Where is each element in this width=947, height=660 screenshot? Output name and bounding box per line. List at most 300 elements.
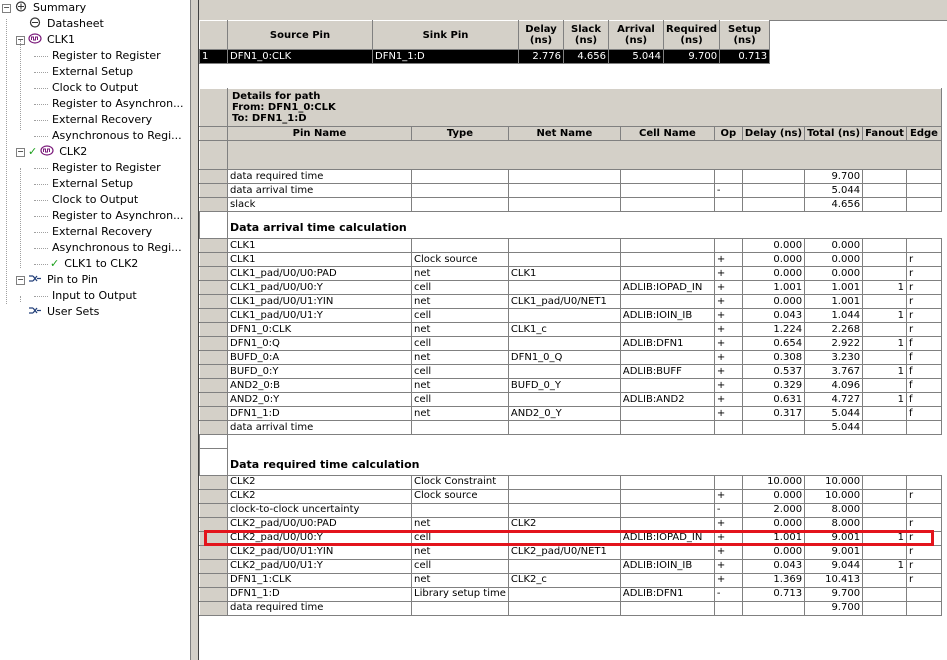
table-cell bbox=[508, 337, 620, 351]
column-header[interactable]: Op bbox=[714, 127, 742, 141]
table-cell: net bbox=[412, 295, 509, 309]
table-cell: f bbox=[906, 337, 941, 351]
collapse-toggle-icon[interactable]: − bbox=[17, 35, 24, 44]
table-cell: net bbox=[412, 379, 509, 393]
tree-connector bbox=[34, 136, 48, 137]
table-cell: + bbox=[714, 309, 742, 323]
table-cell: cell bbox=[412, 281, 509, 295]
table-cell: + bbox=[714, 351, 742, 365]
tree-item-label: External Recovery bbox=[52, 113, 153, 126]
row-number bbox=[200, 475, 228, 489]
table-cell: CLK1 bbox=[228, 253, 412, 267]
table-cell: ADLIB:BUFF bbox=[620, 365, 714, 379]
tree-item[interactable] bbox=[50, 208, 186, 224]
table-cell bbox=[863, 253, 907, 267]
table-row[interactable] bbox=[200, 531, 942, 545]
table-cell: 9.700 bbox=[805, 587, 863, 601]
table-row[interactable] bbox=[200, 253, 942, 267]
tree-item[interactable] bbox=[50, 192, 140, 208]
report-toolbar bbox=[199, 0, 947, 21]
column-header[interactable]: Source Pin bbox=[228, 21, 373, 50]
table-cell: r bbox=[906, 531, 941, 545]
check-icon: ✓ bbox=[50, 257, 60, 270]
row-number bbox=[200, 239, 228, 253]
column-header[interactable]: Pin Name bbox=[228, 127, 412, 141]
table-row[interactable] bbox=[200, 379, 942, 393]
section-title: Data arrival time calculation bbox=[228, 212, 942, 239]
column-header[interactable]: Required (ns) bbox=[664, 21, 720, 50]
column-header[interactable]: Total (ns) bbox=[805, 127, 863, 141]
table-cell: 1 bbox=[863, 531, 907, 545]
table-row[interactable] bbox=[200, 503, 942, 517]
table-row[interactable] bbox=[200, 421, 942, 435]
table-row[interactable] bbox=[200, 295, 942, 309]
table-cell bbox=[620, 407, 714, 421]
table-cell: DFN1_1:D bbox=[228, 587, 412, 601]
tree-item-label: Register to Asynchron... bbox=[52, 97, 184, 110]
table-cell bbox=[620, 184, 714, 198]
tree-item[interactable] bbox=[28, 304, 101, 320]
table-cell: CLK1_pad/U0/U1:YIN bbox=[228, 295, 412, 309]
row-number bbox=[200, 449, 228, 476]
table-cell: 2.922 bbox=[805, 337, 863, 351]
tree-connector bbox=[20, 40, 21, 130]
table-cell: 1.044 bbox=[805, 309, 863, 323]
collapse-toggle-icon[interactable]: − bbox=[3, 3, 10, 12]
table-cell: 9.001 bbox=[805, 531, 863, 545]
table-cell bbox=[742, 170, 804, 184]
table-cell bbox=[508, 559, 620, 573]
table-cell: cell bbox=[412, 559, 509, 573]
table-cell bbox=[508, 239, 620, 253]
tree-item-label: Asynchronous to Regi... bbox=[52, 241, 182, 254]
table-cell: net bbox=[412, 517, 509, 531]
tree-item[interactable] bbox=[28, 144, 89, 160]
table-row[interactable] bbox=[200, 587, 942, 601]
tree-item[interactable] bbox=[28, 16, 106, 32]
table-cell: f bbox=[906, 379, 941, 393]
table-cell: clock-to-clock uncertainty bbox=[228, 503, 412, 517]
section-title: Data required time calculation bbox=[228, 449, 942, 476]
table-cell: 9.001 bbox=[805, 545, 863, 559]
column-header[interactable] bbox=[200, 21, 228, 50]
tree-item[interactable] bbox=[28, 272, 100, 288]
table-cell: AND2_0_Y bbox=[508, 407, 620, 421]
row-number bbox=[200, 489, 228, 503]
section-row bbox=[200, 212, 942, 239]
table-cell bbox=[508, 421, 620, 435]
table-cell: 0.000 bbox=[805, 253, 863, 267]
column-header[interactable]: Arrival (ns) bbox=[609, 21, 664, 50]
table-cell bbox=[508, 253, 620, 267]
table-cell: + bbox=[714, 573, 742, 587]
row-number bbox=[200, 351, 228, 365]
table-cell: 1 bbox=[863, 337, 907, 351]
table-cell bbox=[620, 323, 714, 337]
tree-item[interactable] bbox=[50, 96, 186, 112]
table-row[interactable] bbox=[200, 267, 942, 281]
table-cell: 8.000 bbox=[805, 503, 863, 517]
table-cell bbox=[863, 517, 907, 531]
table-cell: 9.044 bbox=[805, 559, 863, 573]
table-cell bbox=[508, 281, 620, 295]
table-cell bbox=[863, 489, 907, 503]
tree-item-label: External Setup bbox=[52, 65, 134, 78]
row-number bbox=[200, 253, 228, 267]
timing-tree bbox=[0, 0, 190, 660]
tree-connector bbox=[34, 120, 48, 121]
tree-item[interactable] bbox=[14, 0, 88, 16]
table-cell bbox=[714, 601, 742, 615]
table-cell bbox=[863, 475, 907, 489]
table-row[interactable] bbox=[200, 337, 942, 351]
table-cell: AND2_0:Y bbox=[228, 393, 412, 407]
table-cell: 0.308 bbox=[742, 351, 804, 365]
tree-item-label: Register to Register bbox=[52, 49, 161, 62]
table-cell bbox=[863, 295, 907, 309]
row-number bbox=[200, 295, 228, 309]
tree-item[interactable] bbox=[28, 32, 77, 48]
table-cell: 0.000 bbox=[742, 295, 804, 309]
table-cell: CLK2 bbox=[228, 475, 412, 489]
table-cell: + bbox=[714, 407, 742, 421]
row-number bbox=[200, 393, 228, 407]
table-cell: 2.268 bbox=[805, 323, 863, 337]
path-details-table bbox=[199, 88, 942, 616]
table-cell: CLK2_pad/U0/U1:YIN bbox=[228, 545, 412, 559]
table-cell bbox=[714, 198, 742, 212]
table-row[interactable] bbox=[200, 489, 942, 503]
table-cell bbox=[412, 184, 509, 198]
row-number bbox=[200, 184, 228, 198]
table-cell bbox=[863, 351, 907, 365]
table-cell: 1 bbox=[863, 365, 907, 379]
tree-item-label: External Recovery bbox=[52, 225, 153, 238]
row-number bbox=[200, 503, 228, 517]
table-cell: r bbox=[906, 323, 941, 337]
tree-item[interactable] bbox=[50, 112, 154, 128]
table-cell bbox=[508, 489, 620, 503]
table-cell: 1.001 bbox=[742, 281, 804, 295]
row-number bbox=[200, 379, 228, 393]
table-cell bbox=[620, 253, 714, 267]
column-header[interactable]: Type bbox=[412, 127, 509, 141]
table-row[interactable] bbox=[200, 393, 942, 407]
table-cell: cell bbox=[412, 309, 509, 323]
table-cell: r bbox=[906, 573, 941, 587]
row-number bbox=[200, 309, 228, 323]
table-row[interactable] bbox=[200, 184, 942, 198]
row-number bbox=[200, 601, 228, 615]
table-cell: CLK1 bbox=[508, 267, 620, 281]
table-cell bbox=[620, 379, 714, 393]
table-cell bbox=[620, 475, 714, 489]
table-row[interactable] bbox=[200, 309, 942, 323]
spacer-row bbox=[200, 435, 942, 449]
table-cell: 4.656 bbox=[805, 198, 863, 212]
table-cell bbox=[620, 198, 714, 212]
table-cell: r bbox=[906, 309, 941, 323]
column-header[interactable]: Edge bbox=[906, 127, 941, 141]
row-number bbox=[200, 545, 228, 559]
table-cell bbox=[412, 198, 509, 212]
table-cell: 9.700 bbox=[805, 601, 863, 615]
table-cell bbox=[508, 198, 620, 212]
pin-icon bbox=[28, 273, 42, 284]
table-cell bbox=[508, 184, 620, 198]
table-cell bbox=[412, 503, 509, 517]
table-row[interactable] bbox=[200, 475, 942, 489]
table-cell: 0.537 bbox=[742, 365, 804, 379]
tree-item-label: Clock to Output bbox=[52, 193, 139, 206]
table-cell: 0.317 bbox=[742, 407, 804, 421]
table-cell: r bbox=[906, 489, 941, 503]
table-cell bbox=[508, 309, 620, 323]
table-cell bbox=[906, 239, 941, 253]
table-row[interactable] bbox=[200, 351, 942, 365]
column-header[interactable]: Setup (ns) bbox=[720, 21, 770, 50]
table-cell: DFN1_0:CLK bbox=[228, 50, 373, 64]
table-cell bbox=[714, 239, 742, 253]
table-cell: + bbox=[714, 267, 742, 281]
tree-connector bbox=[34, 104, 48, 105]
table-cell: CLK1_pad/U0/NET1 bbox=[508, 295, 620, 309]
table-cell: 1 bbox=[863, 393, 907, 407]
row-number bbox=[200, 170, 228, 184]
table-cell: cell bbox=[412, 531, 509, 545]
table-cell bbox=[906, 198, 941, 212]
tree-item-label: Pin to Pin bbox=[47, 273, 98, 286]
row-number-header bbox=[200, 127, 228, 141]
table-cell: DFN1_1:D bbox=[373, 50, 519, 64]
table-cell: 1.001 bbox=[805, 295, 863, 309]
table-cell: DFN1_0:CLK bbox=[228, 323, 412, 337]
table-cell bbox=[906, 503, 941, 517]
table-cell: 0.631 bbox=[742, 393, 804, 407]
tree-connector bbox=[34, 232, 48, 233]
tree-item[interactable] bbox=[50, 48, 163, 64]
table-cell bbox=[863, 545, 907, 559]
table-cell: data required time bbox=[228, 601, 412, 615]
tree-connector bbox=[6, 19, 7, 304]
table-cell: + bbox=[714, 559, 742, 573]
table-cell bbox=[714, 475, 742, 489]
datasheet-icon bbox=[28, 17, 42, 28]
table-cell: 0.000 bbox=[742, 489, 804, 503]
clock-icon bbox=[40, 145, 54, 156]
row-number bbox=[200, 587, 228, 601]
table-cell: + bbox=[714, 295, 742, 309]
table-cell bbox=[906, 184, 941, 198]
tree-item[interactable] bbox=[50, 224, 154, 240]
table-cell: 1.369 bbox=[742, 573, 804, 587]
table-cell bbox=[508, 475, 620, 489]
column-header[interactable]: Fanout bbox=[863, 127, 907, 141]
table-cell bbox=[508, 170, 620, 184]
column-header[interactable]: Sink Pin bbox=[373, 21, 519, 50]
table-cell bbox=[863, 323, 907, 337]
tree-connector bbox=[34, 248, 48, 249]
table-cell: + bbox=[714, 393, 742, 407]
tree-item[interactable] bbox=[50, 64, 135, 80]
table-cell: + bbox=[714, 545, 742, 559]
table-cell: 0.000 bbox=[742, 253, 804, 267]
table-row[interactable] bbox=[200, 50, 770, 64]
table-cell: - bbox=[714, 503, 742, 517]
tree-connector bbox=[34, 264, 48, 265]
details-title bbox=[228, 89, 942, 127]
tree-item[interactable] bbox=[50, 240, 184, 256]
details-title-row bbox=[200, 89, 942, 127]
table-row[interactable] bbox=[200, 573, 942, 587]
column-header[interactable]: Cell Name bbox=[620, 127, 714, 141]
table-cell: r bbox=[906, 281, 941, 295]
summary-icon bbox=[14, 1, 28, 12]
spacer-cell bbox=[228, 141, 942, 170]
table-cell bbox=[620, 517, 714, 531]
tree-connector bbox=[34, 200, 48, 201]
table-cell: CLK2 bbox=[508, 517, 620, 531]
table-cell: 0.000 bbox=[805, 239, 863, 253]
table-cell: net bbox=[412, 351, 509, 365]
table-row[interactable] bbox=[200, 239, 942, 253]
table-cell: CLK1_c bbox=[508, 323, 620, 337]
table-cell bbox=[863, 198, 907, 212]
table-cell bbox=[620, 239, 714, 253]
table-cell: 1 bbox=[863, 309, 907, 323]
tree-item[interactable] bbox=[50, 128, 184, 144]
table-cell: 10.413 bbox=[805, 573, 863, 587]
table-row[interactable] bbox=[200, 281, 942, 295]
table-cell: 3.767 bbox=[805, 365, 863, 379]
table-row[interactable] bbox=[200, 407, 942, 421]
tree-item[interactable] bbox=[50, 288, 139, 304]
table-cell: BUFD_0_Y bbox=[508, 379, 620, 393]
collapse-toggle-icon[interactable]: − bbox=[17, 147, 24, 156]
table-cell: 8.000 bbox=[805, 517, 863, 531]
table-cell bbox=[412, 421, 509, 435]
table-cell bbox=[863, 239, 907, 253]
table-cell bbox=[620, 503, 714, 517]
table-cell bbox=[620, 601, 714, 615]
table-cell bbox=[508, 601, 620, 615]
table-cell: 10.000 bbox=[742, 475, 804, 489]
table-cell: Clock source bbox=[412, 253, 509, 267]
table-cell bbox=[863, 573, 907, 587]
table-row[interactable] bbox=[200, 517, 942, 531]
table-cell: + bbox=[714, 379, 742, 393]
table-cell: ADLIB:IOPAD_IN bbox=[620, 531, 714, 545]
table-cell: 1 bbox=[863, 281, 907, 295]
table-cell: CLK2_pad/U0/U1:Y bbox=[228, 559, 412, 573]
table-cell: r bbox=[906, 545, 941, 559]
column-header[interactable]: Slack (ns) bbox=[564, 21, 609, 50]
table-cell: 4.096 bbox=[805, 379, 863, 393]
tree-item-label: CLK1 to CLK2 bbox=[64, 257, 139, 270]
path-summary-table bbox=[199, 20, 770, 64]
table-cell: r bbox=[906, 559, 941, 573]
table-cell: data arrival time bbox=[228, 421, 412, 435]
table-cell: Clock Constraint bbox=[412, 475, 509, 489]
table-cell bbox=[906, 475, 941, 489]
column-header[interactable]: Delay (ns) bbox=[519, 21, 564, 50]
table-cell bbox=[620, 351, 714, 365]
table-cell bbox=[508, 365, 620, 379]
table-row[interactable] bbox=[200, 559, 942, 573]
table-cell: 5.044 bbox=[805, 421, 863, 435]
table-cell: + bbox=[714, 281, 742, 295]
table-cell: cell bbox=[412, 365, 509, 379]
tree-item[interactable] bbox=[50, 256, 140, 272]
tree-connector bbox=[34, 72, 48, 73]
table-cell bbox=[863, 421, 907, 435]
tree-item-label: User Sets bbox=[47, 305, 100, 318]
table-cell: CLK2 bbox=[228, 489, 412, 503]
table-cell bbox=[714, 421, 742, 435]
row-number bbox=[200, 337, 228, 351]
table-cell: 10.000 bbox=[805, 475, 863, 489]
table-cell: + bbox=[714, 489, 742, 503]
column-header[interactable]: Delay (ns) bbox=[742, 127, 804, 141]
table-row[interactable] bbox=[200, 601, 942, 615]
table-cell: 9.700 bbox=[805, 170, 863, 184]
table-cell bbox=[863, 170, 907, 184]
table-row[interactable] bbox=[200, 545, 942, 559]
table-cell: CLK2_pad/U0/U0:PAD bbox=[228, 517, 412, 531]
table-cell: 2.000 bbox=[742, 503, 804, 517]
column-header[interactable]: Net Name bbox=[508, 127, 620, 141]
row-number bbox=[200, 559, 228, 573]
table-cell: 0.000 bbox=[742, 517, 804, 531]
table-cell bbox=[906, 421, 941, 435]
tree-connector bbox=[34, 88, 48, 89]
table-cell: ADLIB:IOIN_IB bbox=[620, 309, 714, 323]
row-number bbox=[200, 281, 228, 295]
table-row[interactable] bbox=[200, 170, 942, 184]
table-cell bbox=[620, 573, 714, 587]
table-cell: CLK1 bbox=[228, 239, 412, 253]
row-number bbox=[200, 573, 228, 587]
table-cell: BUFD_0:A bbox=[228, 351, 412, 365]
table-row[interactable] bbox=[200, 365, 942, 379]
tree-item[interactable] bbox=[50, 160, 163, 176]
tree-connector bbox=[34, 168, 48, 169]
tree-connector bbox=[20, 296, 21, 302]
row-number bbox=[200, 407, 228, 421]
tree-item[interactable] bbox=[50, 80, 140, 96]
row-number bbox=[200, 365, 228, 379]
table-cell: 4.656 bbox=[564, 50, 609, 64]
table-cell: ADLIB:AND2 bbox=[620, 393, 714, 407]
table-row[interactable] bbox=[200, 323, 942, 337]
table-cell bbox=[742, 198, 804, 212]
table-cell: 0.000 bbox=[742, 239, 804, 253]
spacer-row bbox=[200, 141, 942, 170]
row-number bbox=[200, 141, 228, 170]
table-cell: CLK2_pad/U0/U0:Y bbox=[228, 531, 412, 545]
table-cell: 1.224 bbox=[742, 323, 804, 337]
table-cell: 0.329 bbox=[742, 379, 804, 393]
table-cell: DFN1_0_Q bbox=[508, 351, 620, 365]
row-number bbox=[200, 198, 228, 212]
table-row[interactable] bbox=[200, 198, 942, 212]
table-cell: cell bbox=[412, 393, 509, 407]
tree-item[interactable] bbox=[50, 176, 135, 192]
spacer-cell bbox=[228, 435, 942, 449]
tree-item-label: Summary bbox=[33, 1, 87, 14]
tree-connector bbox=[34, 184, 48, 185]
collapse-toggle-icon[interactable]: − bbox=[17, 275, 24, 284]
